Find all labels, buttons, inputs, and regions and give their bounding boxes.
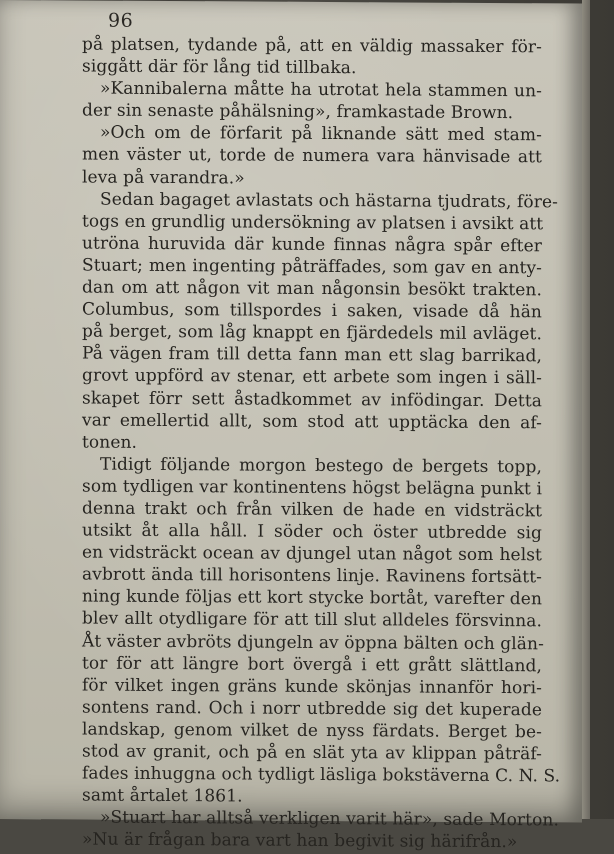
- text-line: dan om att någon vit man någonsin besökt trakten.: [82, 277, 542, 301]
- text-line: stod av granit, och på en slät yta av klippan påträf-: [82, 741, 542, 765]
- text-line: sontens rand. Och i norr utbredde sig det kuperade: [82, 697, 542, 721]
- text-line: »Och om de förfarit på liknande sätt med stam-: [100, 122, 542, 146]
- text-line: »Kannibalerna måtte ha utrotat hela stammen un-: [100, 78, 542, 102]
- text-line: ning kunde följas ett kort stycke bortåt, varefter den: [82, 586, 542, 610]
- text-line: grovt uppförd av stenar, ett arbete som ingen i säll-: [82, 365, 542, 389]
- text-line: blev allt otydligare för att till slut alldeles försvinna.: [82, 608, 542, 632]
- text-line: på platsen, tydande på, att en väldig massaker för-: [82, 34, 542, 58]
- text-line: för vilket ingen gräns kunde skönjas innanför hori-: [82, 675, 542, 699]
- text-line: tonen.: [82, 432, 138, 453]
- text-line: var emellertid allt, som stod att upptäcka den af-: [82, 410, 542, 433]
- text-line: siggått där för lång tid tillbaka.: [82, 56, 357, 79]
- text-line: fades inhuggna och tydligt läsliga bokstäverna C. N. S.: [82, 763, 561, 787]
- page-number: 96: [108, 9, 134, 32]
- text-line: »Nu är frågan bara vart han begivit sig härifrån.»: [82, 829, 518, 853]
- text-line: landskap, genom vilket de nyss färdats. Berget be-: [82, 719, 542, 743]
- text-line: avbrott ända till horisontens linje. Ravinens fortsätt-: [82, 564, 542, 588]
- text-line: Åt väster avbröts djungeln av öppna bälten och glän-: [82, 631, 544, 654]
- text-line: der sin senaste påhälsning», framkastade Brown.: [82, 100, 514, 124]
- text-line: som tydligen var kontinentens högst belägna punkt i: [82, 476, 542, 500]
- page-text: [82, 34, 561, 854]
- text-line: Tidigt följande morgon bestego de bergets topp,: [100, 454, 542, 478]
- text-line: utröna huruvida där kunde finnas några spår efter: [82, 233, 542, 257]
- text-line: tor för att längre bort övergå i ett grått slättland,: [82, 653, 542, 676]
- page-edge: [582, 0, 590, 819]
- text-line: skapet förr sett åstadkommet av infödingar. Detta: [82, 388, 542, 411]
- text-line: men väster ut, torde de numera vara hänvisade att: [82, 144, 542, 168]
- text-line: På vägen fram till detta fann man ett slag barrikad,: [82, 343, 542, 367]
- text-line: Sedan bagaget avlastats och hästarna tjudrats, före-: [100, 189, 558, 213]
- text-line: en vidsträckt ocean av djungel utan något som helst: [82, 542, 542, 566]
- text-line: samt årtalet 1861.: [82, 785, 243, 807]
- text-line: Columbus, som tillspordes i saken, visade då hän: [82, 299, 542, 323]
- text-line: på berget, som låg knappt en fjärdedels mil avläget.: [82, 321, 542, 345]
- text-line: leva på varandra.»: [82, 167, 245, 189]
- text-line: togs en grundlig undersökning av platsen i avsikt att: [82, 211, 544, 235]
- text-line: »Stuart har alltså verkligen varit här», sade Morton.: [100, 807, 559, 831]
- text-line: Stuart; men ingenting påträffades, som gav en anty-: [82, 255, 542, 279]
- text-line: utsikt åt alla håll. I söder och öster utbredde sig: [82, 520, 542, 544]
- text-line: denna trakt och från vilken de hade en vidsträckt: [82, 498, 542, 522]
